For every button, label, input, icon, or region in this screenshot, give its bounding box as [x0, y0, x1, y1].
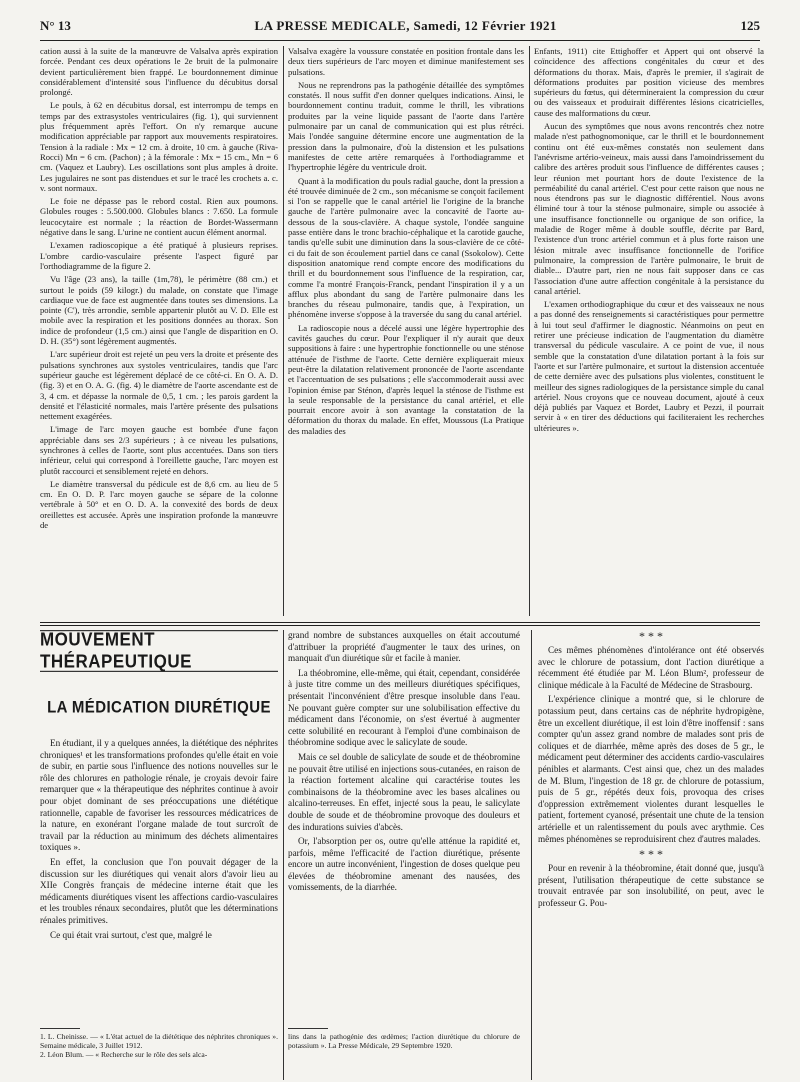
paragraph: La théobromine, elle-même, qui était, cependant, considérée à juste titre comme un des meilleurs diurétiques spécifiques, présentait l'inconvénient d'être presque insoluble dans l'eau. Ne pouvant guère compter sur une solubilisation effective du médicament dans l'économie, on s'est évertué à augmenter cette solubilité en recourant à l'emploi d'une combinaison de théobromine sodique avec le salicylate de soude.: [288, 667, 520, 748]
column-divider: [529, 46, 530, 616]
paragraph: Le pouls, à 62 en décubitus dorsal, est interrompu de temps en temps par des extrasystoles ventriculaires (fig. 1), qui surviennent plus fréquemment après l'effort. On n'y remarque aucune modification appréciable par rapport aux mouvements respiratoires. Tension à la radiale : Mx = 12 cm. à droite, 10 cm. à gauche (Riva-Rocci) Mn = 6 cm. (Pachon) ; à la fémorale : Mx = 15 cm., Mn = 6 cm. (Vaquez et Laubry). Les oscillations sont plus amples à droite. Les jugulaires ne sont pas distendues et sur le tracé les crochets a. c. v. sont normaux.: [40, 100, 278, 193]
paragraph: cation aussi à la suite de la manœuvre de Valsalva après expiration forcée. Pendant ces deux opérations le 2e bruit de la pulmonaire devient particulièrement bien frappé. Le bourdonnement diminue considérablement d'intensité sous l'influence du décubitus dorsal prolongé.: [40, 46, 278, 98]
paragraph: L'arc supérieur droit est rejeté un peu vers la droite et présente des pulsations synchrones aux systoles ventriculaires, tandis que l'arc supérieur gauche est légèrement déplacé de ce côté-ci. En O. A. D. (fig. 3) et en O. A. G. (fig. 4) le diamètre de l'aorte ascendante est de 3, 4 cm. et dépasse la normale de 0,5, 1 cm. ; les parois gardent la densité et l'élasticité normales, mais l'artère présente des pulsations nettement exagérées.: [40, 349, 278, 422]
paragraph: Le foie ne dépasse pas le rebord costal. Rien aux poumons. Globules rouges : 5.500.000. Globules blancs : 7.650. La formule leucocytaire est normale ; la réaction de Bordet-Wassermann négative dans le sang. L'urine ne contient aucun élément anormal.: [40, 196, 278, 238]
section-separator: [40, 622, 760, 623]
paragraph: En effet, la conclusion que l'on pouvait dégager de la discussion sur les diurétiques qui venait alors d'avoir lieu au XIIe Congrès français de médecine interne était que les médicaments diurétiques visent les affections cardio-vasculaires et les troubles rénaux secondaires, plutôt que les déterminations rénales primitives.: [40, 856, 278, 925]
lower-column-3: [538, 630, 764, 1080]
paragraph: L'examen radioscopique a été pratiqué à plusieurs reprises. L'ombre cardio-vasculaire présente l'aspect figuré par l'orthodiagramme de la figure 2.: [40, 240, 278, 271]
paragraph: grand nombre de substances auxquelles on était accoutumé d'attribuer la propriété d'augmenter le taux des urines, on manquait d'un diurétique sûr et facile à manier.: [288, 630, 520, 664]
header-rule: [40, 40, 760, 41]
paragraph: Pour en revenir à la théobromine, était donné que, jusqu'à présent, l'utilisation thérapeutique de cette substance se trouvait entravée par son insolubilité, on peut, avec le professeur G. Pou-: [538, 863, 764, 908]
footnotes-middle: [288, 1032, 520, 1050]
upper-column-2: [288, 46, 524, 616]
issue-number: N° 13: [40, 18, 71, 33]
section-title: MOUVEMENT THÉRAPEUTIQUE: [40, 630, 278, 672]
paragraph: Vu l'âge (23 ans), la taille (1m,78), le périmètre (88 cm.) et surtout le poids (59 kilogr.) du malade, on constate que l'image cardiaque vue de face est augmentée dans toutes ses dimensions. La pointe (C'), très arrondie, semble appartenir plutôt au V. D. Elle est mobile avec la respiration et les positions données au thorax. Son indice de profondeur (1,5 cm.) ainsi que l'angle de disparition en O. D. H. (35°) sont légèrement augmentés.: [40, 274, 278, 347]
upper-column-3: [534, 46, 764, 616]
lower-column-1: [40, 738, 278, 1024]
paragraph: Mais ce sel double de salicylate de soude et de théobromine ne pouvait être utilisé en injections sous-cutanées, en raison de la réaction fortement alcaline qui caractérise toutes les combinaisons de la théobromine avec les bases alcalines ou alcalino-terreuses. En effet, injecté sous la peau, le salicylate double de soude et de théobromine provoque des douleurs et des indurations suivies d'abcès.: [288, 751, 520, 832]
lower-column-2: [288, 630, 520, 1024]
column-divider: [283, 630, 284, 1080]
upper-column-1: [40, 46, 278, 616]
paragraph: Valsalva exagère la voussure constatée en position frontale dans les deux tiers supérieurs de l'arc moyen et diminue manifestement ses pulsations.: [288, 46, 524, 77]
footnotes-left: [40, 1032, 278, 1059]
page-number: 125: [740, 18, 760, 33]
footnote-rule: [40, 1028, 80, 1029]
paragraph: Aucun des symptômes que nous avons rencontrés chez notre malade n'est pathognomonique, car le thrill et le bourdonnement continu ont été eux-mêmes constatés non seulement dans l'anévrisme artério-veineux, mais aussi dans l'amoindrissement du calibre des artères produit sous l'influence de différentes causes ; leur réunion met pourtant hors de doute l'existence de la perméabilité du canal artériel. C'est pour cette raison que nous ne nous étendrons pas sur le diagnostic différentiel. Nous avons éliminé tour à tour la sténose pulmonaire, simple ou associée à une insuffisance fonctionnelle ou organique de son orifice, la maladie de Roger même à double souffle, décrite par Bard, l'existence d'un tronc artériel commun et à plus forte raison une lésion mitrale avec insuffisance fonctionnelle de l'orifice pulmonaire, la compression de l'artère pulmonaire, le bruit de diable... D'autre part, rien ne nous fait supposer dans ce cas l'association d'une autre affection congénitale à la persistance du canal artériel.: [534, 121, 764, 296]
paragraph: La radioscopie nous a décelé aussi une légère hypertrophie des cavités gauches du cœur. Pour l'expliquer il n'y aurait que deux suppositions à faire : une hypertrophie fonctionnelle ou une sténose atténuée de l'isthme de l'aorte. Cette dernière expliquerait mieux peut-être la dilatation relativement prononcée de l'aorte ascendante et l'accentuation de ses pulsations ; elle s'accommoderait aussi avec l'opinion émise par Sténon, d'après lequel la sténose de l'isthme est la seule responsable de la persistance du canal artériel, et elle pourrait encore avoir à son avantage la constatation de la déformation du thorax du malade. En effet, Moussous (La Pratique des maladies des: [288, 322, 524, 436]
paragraph: Nous ne reprendrons pas la pathogénie détaillée des symptômes constatés. Il nous suffit d'en donner quelques indications. Ainsi, le bourdonnement continu traduit, comme le thrill, les vibrations produites par la veine liquide passant de l'aorte dans l'artère pulmonaire par un canal de communication qui est plus rétréci. Mais l'ondée sanguine détermine encore une augmentation de la pression dans la pulmonaire, d'où la distension et les pulsations manifestes de cette artère remarquées à l'orthodiagramme et l'hypertrophie légère du ventricule droit.: [288, 79, 524, 173]
paragraph: Ce qui était vrai surtout, c'est que, malgré le: [50, 929, 212, 940]
asterism: * * *: [639, 847, 663, 862]
section-separator: [40, 625, 760, 626]
footnote: 1. L. Cheinisse. — « L'état actuel de la diététique des néphrites chroniques ». Semaine médicale, 3 Juillet 1912.: [40, 1032, 278, 1050]
running-header: [40, 18, 760, 38]
paragraph: Le diamètre transversal du pédicule est de 8,6 cm. au lieu de 5 cm. En O. D. P. l'arc moyen gauche se sépare de la colonne vertébrale à 50° et en O. D. A. la convexité des bords de deux oreillettes est accusée. Après une inspiration profonde la manœuvre de: [40, 478, 278, 531]
column-divider: [283, 46, 284, 616]
paragraph: Quant à la modification du pouls radial gauche, dont la pression a été trouvée diminuée de 2 cm., son mécanisme se conçoit facilement si l'on se rappelle que le canal artériel lie l'origine de la branche gauche de l'artère pulmonaire avec la concavité de l'aorte au-dessous de la sous-clavière. A chaque systole, l'ondée sanguine passe entière dans le tronc brachio-céphalique et la carotide gauche, tandis qu'elle subit une diminution dans la sous-clavière de ce côté-ci du fait de son écoulement partiel dans ce canal (Ssokolow). Cette disposition anatomique rend compte encore des modifications du thrill et du bourdonnement sous l'influence de la respiration, car, comme l'a montré François-Franck, pendant l'inspiration il y a un afflux plus abondant du sang de l'artère pulmonaire dans les branches du réseau pulmonaire, tandis que, à l'expiration, un phénomène inverse s'oppose à la traversée du sang du canal artériel.: [288, 175, 524, 320]
paragraph: Ces mêmes phénomènes d'intolérance ont été observés avec le chlorure de potassium, dont l'action diurétique a récemment été étudiée par M. Léon Blum², professeur de clinique médicale à la Faculté de Médecine de Strasbourg.: [538, 645, 764, 690]
paragraph: L'image de l'arc moyen gauche est bombée d'une façon appréciable dans ses 2/3 supérieurs ; à ce niveau les pulsations, synchrones à celles de l'aorte, sont plus accentuées. Dans son tiers inférieur, celui qui correspond à l'oreillette gauche, l'arc moyen est plutôt raccourci et sensiblement rejeté en dehors.: [40, 424, 278, 476]
paragraph: Enfants, 1911) cite Ettighoffer et Appert qui ont observé la coïncidence des affections congénitales du cœur et des déformations du thorax. Mais, d'après le premier, il s'agirait de déformations produites par position vicieuse des membres supérieurs du fœtus, qui détermineraient la compression du cœur ou des vaisseaux et produirait différentes lésions cicatricielles, cause des malformations du cœur.: [534, 46, 764, 118]
footnote: lins dans la pathogénie des œdèmes; l'action diurétique du chlorure de potassium ». La Presse Médicale, 29 Septembre 1920.: [288, 1032, 520, 1050]
masthead: LA PRESSE MEDICALE, Samedi, 12 Février 1921: [254, 18, 557, 33]
paragraph: Or, l'absorption per os, outre qu'elle atténue la rapidité et, parfois, même l'efficacité de l'action diurétique, présente encore un autre inconvénient, l'ingestion de doses quelque peu élevées de théobromine amenant des nausées, des vomissements, de la diarrhée.: [288, 836, 520, 893]
footnote-rule: [288, 1028, 328, 1029]
footnote: 2. Léon Blum. — « Recherche sur le rôle des sels alca-: [40, 1050, 208, 1059]
asterism: * * *: [639, 630, 663, 643]
paragraph: L'expérience clinique a montré que, si le chlorure de potassium peut, dans certains cas de néphrite hydropigène, être un excellent diurétique, il est loin d'être inoffensif : sans compter qu'un assez grand nombre de malades sont pris de coliques et de diarrhée, même après des doses de 5 gr., le médicament peut déterminer des accidents cardio-vasculaires pénibles et alarmants. C'est ainsi que, chez un des malades de M. Blum, l'ingestion de 18 gr. de chlorure de potassium, puis de 5 gr., répétés deux fois, provoqua des crises d'oppression extrêmement violentes durant lesquelles le patient, fortement cyanosé, présentait une chute de la tension artérielle et un ralentissement du pouls avec arythmie. Ces mêmes phénomènes se reproduisirent chez d'autres malades.: [538, 694, 764, 844]
paragraph: L'examen orthodiographique du cœur et des vaisseaux ne nous a pas donné des renseignements si caractéristiques pour permettre à lui tout seul d'affirmer le diagnostic. Néanmoins on peut en retirer une précieuse indication de l'augmentation du diamètre transversal du pédicule vasculaire. A ce point de vue, il nous semble que la constatation d'une dilatation portant à la fois sur l'aorte et sur l'artère pulmonaire, et surtout la distension accentuée de cette dernière avec des pulsations plus violentes, constituent le meilleur des signes radiologiques de la persistance simple du canal artériel. Nous croyons que ce nouveau document, ajouté à ceux déjà publiés par Vaquez et Bordet, Laubry et Pezzi, il pourrait servir à « en tirer des déductions qui faciliteraient les recherches ultérieures ».: [534, 299, 764, 433]
paragraph: En étudiant, il y a quelques années, la diététique des néphrites chroniques¹ et les transformations profondes qu'elle était en voie de subir, en partie sous l'influence des notions nouvelles sur le rôle des chlorures en pathologie rénale, je croyais devoir faire remarquer que « la thérapeutique des néphrites continue à avoir pour objet dominant de ses préoccupations une diététique rationnelle, capable de favoriser les ressources médicatrices de la nature, en exonérant l'organe malade de tout surcroît de travail par la réduction au minimum des déchets alimentaires toxiques ».: [40, 738, 278, 853]
article-title: LA MÉDICATION DIURÉTIQUE: [47, 697, 271, 717]
column-divider: [531, 630, 532, 1080]
